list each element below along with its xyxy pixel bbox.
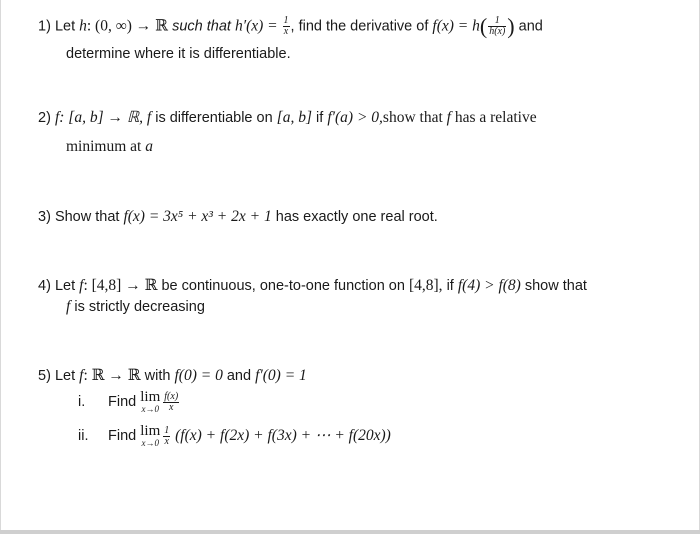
q2-line2-math: a bbox=[145, 138, 153, 155]
part-i-label: i. bbox=[78, 393, 86, 410]
q4-text-3: if bbox=[442, 278, 458, 294]
q1-math-domain: : (0, ∞) → ℝ bbox=[86, 17, 169, 35]
bottom-edge bbox=[0, 530, 700, 534]
q2-math-domain: : [a, b] → ℝ, f bbox=[59, 109, 152, 126]
question-1-number: 1) bbox=[38, 18, 51, 35]
q4-text-2: be continuous, one-to-one function on bbox=[157, 278, 409, 294]
q3-text-1: Show that bbox=[54, 209, 124, 225]
q3-text-2: has exactly one real root. bbox=[271, 209, 438, 225]
q2-math-fprime: f′(a) > 0, bbox=[327, 109, 383, 126]
q2-math-f: f bbox=[54, 109, 60, 126]
part-ii-limit: lim x→0 bbox=[140, 423, 161, 448]
q1-text-3: , find the derivative of bbox=[290, 18, 433, 35]
q2-math-interval: [a, b] bbox=[276, 109, 312, 126]
question-5-part-ii bbox=[78, 424, 391, 448]
q1-math-fx: f(x) = h bbox=[432, 17, 480, 35]
question-2-number: 2) bbox=[38, 110, 51, 126]
part-ii-fraction: $\frac{1}{x}$ bbox=[164, 424, 170, 447]
question-2-line-2 bbox=[66, 138, 153, 156]
q4-text-1: Let bbox=[54, 278, 80, 294]
q4-math-domain: : [4,8] → ℝ bbox=[83, 277, 158, 294]
q2-text-2: if bbox=[312, 110, 328, 126]
q2-text-1: is differentiable on bbox=[151, 110, 277, 126]
q4-math-interval: [4,8], bbox=[408, 277, 443, 294]
part-i-fraction: $\frac{f(x)}{x}$ bbox=[164, 390, 179, 413]
q1-math-h: h bbox=[79, 17, 87, 35]
q1-math-hprime: h′(x) = bbox=[234, 17, 282, 35]
q5-text-3: and bbox=[222, 368, 256, 384]
q1-text-1: Let bbox=[54, 18, 80, 35]
question-1-line-2: determine where it is differentiable. bbox=[66, 46, 291, 62]
q4-line2-text: is strictly decreasing bbox=[70, 299, 205, 315]
question-5-line-1 bbox=[38, 366, 307, 385]
q1-fraction-1-over-hx: $\frac{1}{h(x)}$ bbox=[489, 15, 506, 37]
q4-text-4: show that bbox=[520, 278, 587, 294]
q5-text-2: with bbox=[140, 368, 175, 384]
part-ii-expression: (f(x) + f(2x) + f(3x) + ⋯ + f(20x)) bbox=[171, 426, 391, 444]
question-4-number: 4) bbox=[38, 278, 51, 294]
question-5-part-i bbox=[78, 390, 180, 414]
question-4-line-1 bbox=[38, 276, 587, 295]
part-i-find: Find bbox=[108, 393, 141, 410]
question-5-number: 5) bbox=[38, 368, 51, 384]
q2-line2-text: minimum at bbox=[66, 138, 146, 155]
part-ii-label: ii. bbox=[78, 427, 89, 444]
q3-math-polynomial: f(x) = 3x⁵ + x³ + 2x + 1 bbox=[123, 208, 272, 225]
question-4-line-2 bbox=[66, 298, 205, 316]
q2-text-4: has a relative bbox=[450, 109, 537, 126]
q4-math-f: f bbox=[79, 277, 84, 294]
q5-math-domain: : ℝ → ℝ bbox=[83, 367, 141, 384]
q1-fraction-1-over-x: $\frac{1}{x}$ bbox=[283, 15, 289, 37]
q1-text-4: and bbox=[514, 18, 543, 35]
q4-line2-math: f bbox=[66, 298, 71, 315]
q4-math-inequality: f(4) > f(8) bbox=[457, 277, 521, 294]
question-2-line-1 bbox=[38, 108, 537, 127]
q1-text-2: such that bbox=[168, 18, 235, 35]
question-1-line-1: 1) Let h: (0, ∞) → ℝ such that h′(x) = $\frac{1}{x}$ , find the derivative of f(x) = h( $\frac{1}{h(x)}$ ) and bbox=[38, 13, 543, 39]
q5-math-f0: f(0) = 0 bbox=[174, 367, 223, 384]
part-ii-find: Find bbox=[108, 427, 141, 444]
q2-text-3: show that bbox=[382, 109, 447, 126]
question-3-number: 3) bbox=[38, 209, 51, 225]
q2-math-f2: f bbox=[446, 109, 451, 126]
q5-text-1: Let bbox=[54, 368, 80, 384]
q5-math-fprime0: f′(0) = 1 bbox=[255, 367, 307, 384]
part-i-limit: lim x→0 bbox=[140, 389, 161, 414]
q5-math-f: f bbox=[79, 367, 84, 384]
question-3-line-1 bbox=[38, 208, 438, 226]
